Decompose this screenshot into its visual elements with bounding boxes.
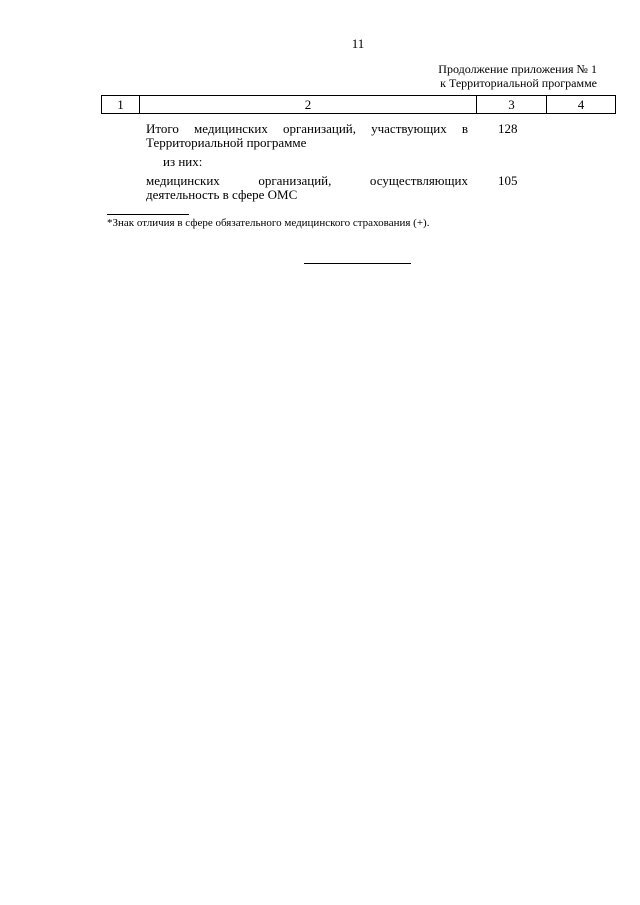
table-row-oms-value: 105	[498, 173, 518, 188]
column-number-2: 2	[140, 96, 477, 114]
footnote-rule	[107, 214, 189, 215]
column-header-row	[102, 96, 616, 114]
footnote: *Знак отличия в сфере обязательного медицинского страхования (+).	[107, 217, 430, 229]
appendix-note-line2: к Территориальной программе	[440, 76, 597, 90]
table-row-total-text: Итого медицинских организаций, участвующих в Территориальной программе	[146, 121, 468, 150]
table-row-oms-text: медицинских организаций, осуществляющих деятельность в сфере ОМС	[146, 173, 468, 202]
table-row-of-them-text: из них:	[163, 154, 203, 169]
column-number-1: 1	[102, 96, 140, 114]
end-of-document-rule	[304, 263, 411, 264]
column-number-3: 3	[477, 96, 547, 114]
page-number: 11	[351, 36, 365, 51]
table-row-total-value: 128	[498, 121, 518, 136]
appendix-note	[438, 62, 597, 90]
column-header-table	[101, 95, 616, 114]
column-number-4: 4	[547, 96, 616, 114]
appendix-note-line1: Продолжение приложения № 1	[438, 62, 597, 76]
